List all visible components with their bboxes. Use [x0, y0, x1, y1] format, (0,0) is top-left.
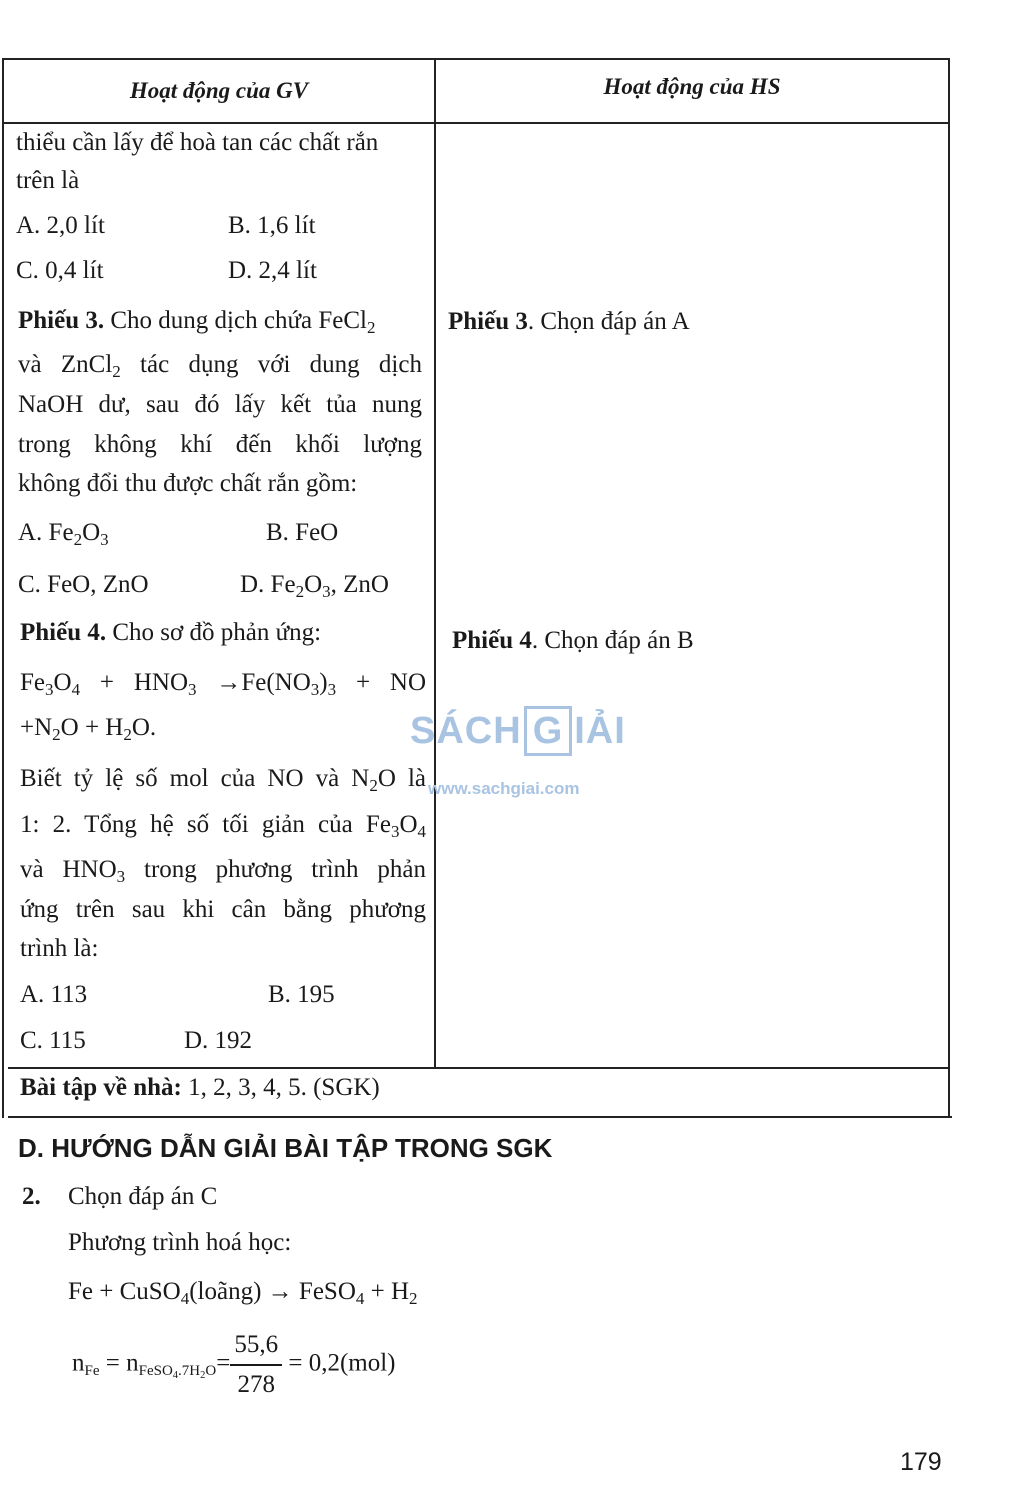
q3-line-5: không đổi thu được chất rắn gồm: — [18, 470, 358, 497]
calc-n: n — [72, 1349, 85, 1377]
eq-part: + NO — [336, 669, 426, 696]
eq-part: Fe — [20, 669, 45, 696]
q4-text-4b: O — [399, 811, 418, 838]
a3-label: Phiếu 3 — [448, 308, 528, 335]
sub: 2 — [73, 530, 83, 550]
q2-option-a: A. 2,0 lít — [16, 212, 105, 239]
sub: 3 — [100, 530, 109, 550]
q4-text-5b: trong phương trình phản — [125, 856, 426, 883]
q4-line-3 — [20, 764, 426, 794]
q3-line-1 — [18, 306, 375, 336]
header-student: Hoạt động của HS — [603, 74, 781, 99]
q4-line-6: ứng trên sau khi cân bằng phương — [20, 896, 426, 923]
eq-part: O + H — [60, 714, 124, 741]
eq-part: Fe + CuSO — [68, 1278, 181, 1305]
homework-row — [20, 1073, 380, 1103]
calc-denominator: 278 — [237, 1371, 275, 1398]
table-border-bottom — [8, 1116, 952, 1118]
q4-line-1 — [20, 618, 321, 648]
solution-calculation: $n_{Fe} = n_{FeSO_4.7H_2O}=$ $\frac{55,6}{278}$ = 0,2(mol) — [72, 1326, 396, 1404]
calc-feso4-sub — [138, 1363, 217, 1382]
eq-part: ) — [319, 669, 328, 696]
sub: 3 — [322, 582, 331, 602]
q3-option-d: D. $Fe_2O_3$, ZnO — [240, 571, 389, 602]
q3-option-b: B. FeO — [266, 519, 339, 546]
q4-line-4 — [20, 810, 426, 840]
solution-answer: Chọn đáp án C — [68, 1183, 218, 1210]
q4-option-d: D. 192 — [184, 1027, 253, 1054]
sub: 2 — [123, 725, 132, 745]
sub: 3 — [116, 867, 126, 887]
continued-line-1: thiểu cần lấy để hoà tan các chất rắn — [16, 129, 379, 156]
sub: 2 — [52, 725, 61, 745]
sub: 4 — [71, 680, 81, 700]
q3-opt-a-text: A. Fe — [18, 519, 74, 546]
q4-text-5a: và HNO — [20, 856, 117, 883]
answer-4 — [452, 626, 694, 656]
q3-line-3: NaOH dư, sau đó lấy kết tủa nung — [18, 391, 422, 418]
calc-numerator: 55,6 — [230, 1326, 282, 1366]
a4-label: Phiếu 4 — [452, 627, 532, 654]
sub: 4 — [172, 1370, 179, 1382]
calc-fe-sub: Fe — [84, 1363, 100, 1380]
sub: 4 — [180, 1289, 190, 1309]
solution-equation-title: Phương trình hoá học: — [68, 1229, 292, 1256]
sub: 3 — [327, 680, 337, 700]
watermark-logo — [410, 706, 626, 756]
q3-opt-d-rest: , ZnO — [330, 571, 389, 598]
q3-text-1: Cho dung dịch chứa FeCl — [104, 307, 367, 334]
sub: 3 — [188, 680, 197, 700]
calc-result: = 0,2(mol) — [288, 1349, 396, 1377]
table-border-top — [2, 58, 950, 60]
table-header-divider — [2, 122, 950, 124]
q3-label: Phiếu 3. — [18, 307, 105, 334]
table-border-right — [948, 58, 950, 1118]
watermark-g: G — [524, 706, 573, 756]
sub: 2 — [409, 1289, 418, 1309]
sub: 2 — [295, 582, 305, 602]
homework-label: Bài tập về nhà: — [20, 1074, 182, 1101]
homework-text: 1, 2, 3, 4, 5. (SGK) — [181, 1074, 380, 1101]
sub: 2 — [366, 318, 376, 338]
q4-label: Phiếu 4. — [20, 619, 107, 646]
eq-part: + HNO — [80, 669, 188, 696]
sub: 2 — [200, 1370, 206, 1382]
q2-option-b: B. 1,6 lít — [228, 212, 316, 239]
sub: 4 — [355, 1289, 365, 1309]
calc-fraction — [230, 1326, 282, 1404]
sub: 4 — [417, 822, 426, 842]
watermark-url: www.sachgiai.com — [428, 779, 580, 798]
q4-option-c: C. 115 — [20, 1027, 86, 1054]
q3-line-2 — [18, 350, 422, 380]
table-column-divider — [434, 58, 436, 1068]
q3-text-2b: tác dụng với dung dịch — [120, 351, 422, 378]
sub: 2 — [112, 362, 121, 382]
eq-part: O — [53, 669, 72, 696]
q4-text-3a: Biết tỷ lệ số mol của NO và N — [20, 765, 370, 792]
a3-text: . Chọn đáp án A — [527, 308, 690, 335]
eq-part: →Fe(NO — [196, 669, 311, 696]
table-border-left — [2, 58, 4, 1118]
q3-text-2a: và ZnCl — [18, 351, 113, 378]
calc-feso4: FeSO — [138, 1363, 173, 1380]
sub: 3 — [310, 680, 320, 700]
page-number: 179 — [900, 1448, 942, 1476]
eq-part: (loãng) → FeSO — [189, 1278, 356, 1305]
header-teacher: Hoạt động của GV — [129, 78, 309, 103]
solution-equation — [68, 1277, 418, 1307]
q3-line-4: trong không khí đến khối lượng — [18, 431, 422, 458]
q3-option-a: A. $Fe_2O_3$ — [18, 519, 109, 550]
q4-text-4a: 1: 2. Tổng hệ số tối giản của Fe — [20, 811, 391, 838]
q3-option-c: C. FeO, ZnO — [18, 571, 149, 598]
watermark-left: SÁCH — [410, 710, 522, 752]
calc-eq: = n — [99, 1349, 139, 1377]
answer-3 — [448, 307, 690, 337]
eq-part: + H — [364, 1278, 410, 1305]
q2-option-d: D. 2,4 lít — [228, 257, 317, 284]
calc-7h: .7H — [178, 1363, 201, 1380]
q4-text-1: Cho sơ đồ phản ứng: — [106, 619, 322, 646]
a4-text: . Chọn đáp án B — [531, 627, 694, 654]
eq-part: +N — [20, 714, 53, 741]
section-title: D. HƯỚNG DẪN GIẢI BÀI TẬP TRONG SGK — [18, 1133, 553, 1163]
q4-line-7: trình là: — [20, 935, 99, 962]
sub: 3 — [45, 680, 54, 700]
q4-text-3b: O là — [377, 765, 426, 792]
sub: 3 — [390, 822, 400, 842]
solution-number: 2. — [22, 1183, 41, 1210]
q4-equation-line-2 — [20, 713, 156, 743]
q4-equation-line-1 — [20, 668, 426, 698]
calc-o: O — [205, 1363, 217, 1380]
watermark-right: IẢI — [574, 710, 626, 752]
eq-part: O. — [131, 714, 157, 741]
q4-option-a: A. 113 — [20, 981, 88, 1008]
q2-option-c: C. 0,4 lít — [16, 257, 104, 284]
continued-line-2: trên là — [16, 167, 80, 194]
table-homework-divider — [8, 1067, 950, 1069]
sub: 2 — [369, 776, 378, 796]
q4-line-5 — [20, 855, 426, 885]
q3-opt-d-text: D. Fe — [240, 571, 296, 598]
q4-option-b: B. 195 — [268, 981, 335, 1008]
